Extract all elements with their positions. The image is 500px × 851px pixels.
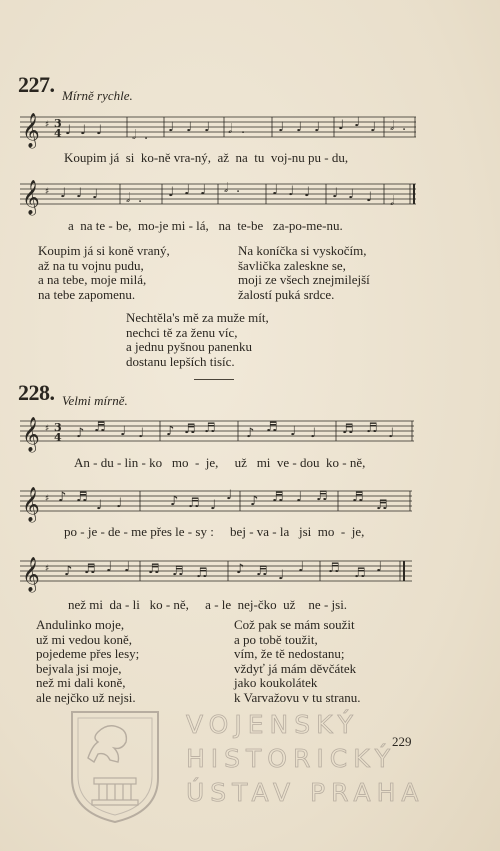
sharp-icon: ♯ bbox=[45, 187, 50, 197]
music-staff bbox=[20, 487, 412, 521]
svg-text:♩: ♩ bbox=[290, 424, 297, 439]
svg-text:♩: ♩ bbox=[92, 187, 99, 202]
lyric-line: než mi da - li ko - ně, a - le nej-čko už ne - jsi. bbox=[68, 597, 348, 612]
svg-text:♩: ♩ bbox=[210, 498, 217, 513]
time-sig-top: 3 bbox=[54, 421, 62, 434]
svg-text:𝅗𝅥: 𝅗𝅥 bbox=[126, 191, 131, 206]
svg-text:♩: ♩ bbox=[186, 120, 193, 135]
svg-text:♪: ♪ bbox=[236, 562, 245, 577]
sharp-icon: ♯ bbox=[45, 424, 50, 434]
svg-text:♩: ♩ bbox=[314, 120, 321, 135]
svg-text:♬: ♬ bbox=[366, 421, 378, 436]
svg-text:♩: ♩ bbox=[204, 120, 211, 135]
svg-text:♬: ♬ bbox=[196, 566, 208, 581]
svg-text:♬: ♬ bbox=[376, 498, 388, 513]
svg-text:♩: ♩ bbox=[288, 184, 295, 199]
svg-text:♩: ♩ bbox=[278, 120, 285, 135]
time-sig-bottom: 4 bbox=[54, 127, 62, 140]
svg-text:.: . bbox=[241, 122, 246, 137]
stanza: Nechtěla's mě za muže mít, nechci tě za ženu víc, a jednu pyšnou panenku dostanu lepších tisíc. bbox=[126, 310, 269, 369]
sharp-icon: ♯ bbox=[45, 494, 50, 504]
svg-text:♩: ♩ bbox=[272, 183, 279, 198]
svg-text:♩: ♩ bbox=[168, 120, 175, 135]
svg-text:♬: ♬ bbox=[76, 490, 88, 505]
svg-text:♩: ♩ bbox=[138, 426, 145, 441]
svg-text:♪: ♪ bbox=[246, 426, 255, 441]
svg-text:♩: ♩ bbox=[120, 424, 127, 439]
svg-text:♬: ♬ bbox=[188, 496, 200, 511]
svg-text:𝅗𝅥: 𝅗𝅥 bbox=[224, 181, 229, 196]
sharp-icon: ♯ bbox=[45, 564, 50, 574]
svg-text:.: . bbox=[144, 128, 149, 143]
svg-text:♪: ♪ bbox=[76, 426, 85, 441]
svg-text:♩: ♩ bbox=[348, 187, 355, 202]
svg-text:♬: ♬ bbox=[256, 564, 268, 579]
watermark-line: HISTORICKÝ bbox=[186, 744, 396, 773]
stanza: Andulinko moje, už mi vedou koně, pojedeme přes lesy; bejvala jsi moje, než mi dali koně, ale nejčko už nejsi. bbox=[36, 617, 140, 705]
svg-text:.: . bbox=[236, 181, 241, 196]
svg-text:♩: ♩ bbox=[298, 560, 305, 575]
svg-text:♩: ♩ bbox=[338, 118, 345, 133]
svg-text:♬: ♬ bbox=[354, 566, 366, 581]
lyric-line: An - du - lin - ko mo - je, už mi ve - dou ko - ně, bbox=[74, 455, 366, 470]
treble-clef-icon: 𝄞 bbox=[22, 180, 40, 215]
svg-text:♬: ♬ bbox=[328, 561, 340, 576]
svg-text:𝅗𝅥: 𝅗𝅥 bbox=[390, 194, 395, 209]
music-staff bbox=[20, 180, 416, 214]
watermark-line: VOJENSKÝ bbox=[186, 710, 359, 739]
svg-text:♩: ♩ bbox=[370, 120, 377, 135]
svg-text:♪: ♪ bbox=[250, 494, 259, 509]
svg-text:♩: ♩ bbox=[96, 498, 103, 513]
page-number: 229 bbox=[392, 734, 412, 749]
svg-text:♩: ♩ bbox=[278, 568, 285, 583]
stanza: Na koníčka si vyskočím, šavlička zaleskne se, moji ze všech znejmilejší žalostí puká srdce. bbox=[238, 243, 370, 302]
lyric-line: po - je - de - me přes le - sy : bej - va - la jsi mo - je, bbox=[64, 524, 365, 539]
svg-text:♩: ♩ bbox=[366, 190, 373, 205]
svg-text:♩: ♩ bbox=[310, 426, 317, 441]
svg-text:♪: ♪ bbox=[166, 424, 175, 439]
svg-text:♬: ♬ bbox=[148, 562, 160, 577]
svg-text:♩: ♩ bbox=[200, 183, 207, 198]
music-staff bbox=[20, 113, 416, 147]
svg-text:𝅗𝅥: 𝅗𝅥 bbox=[228, 122, 233, 137]
svg-text:♩: ♩ bbox=[184, 183, 191, 198]
svg-text:♬: ♬ bbox=[342, 422, 354, 437]
lyric-line: a na te - be, mo-je mi - lá, na te-be za-po-me-nu. bbox=[68, 218, 343, 233]
svg-text:♬: ♬ bbox=[204, 421, 216, 436]
svg-text:𝅗𝅥: 𝅗𝅥 bbox=[132, 128, 137, 143]
lion-shield-icon bbox=[68, 708, 162, 826]
treble-clef-icon: 𝄞 bbox=[22, 487, 40, 522]
tempo-marking: Velmi mírně. bbox=[62, 393, 128, 408]
watermark-line: ÚSTAV PRAHA bbox=[186, 778, 425, 807]
svg-text:♩: ♩ bbox=[76, 186, 83, 201]
svg-text:♬: ♬ bbox=[84, 562, 96, 577]
music-staff bbox=[20, 417, 414, 451]
svg-text:♬: ♬ bbox=[184, 422, 196, 437]
stanza: Koupim já si koně vraný, až na tu vojnu pudu, a na tebe, moje milá, na tebe zapomenu. bbox=[38, 243, 170, 302]
svg-text:♩: ♩ bbox=[226, 488, 233, 503]
svg-text:𝅗𝅥: 𝅗𝅥 bbox=[390, 119, 395, 134]
treble-clef-icon: 𝄞 bbox=[22, 113, 40, 148]
svg-text:♪: ♪ bbox=[64, 564, 73, 579]
sharp-icon: ♯ bbox=[45, 120, 50, 130]
time-sig-bottom: 4 bbox=[54, 431, 62, 444]
song-number: 228. bbox=[18, 380, 55, 405]
svg-text:♩: ♩ bbox=[354, 115, 361, 130]
svg-text:♩: ♩ bbox=[376, 560, 383, 575]
svg-text:♩: ♩ bbox=[80, 123, 87, 138]
svg-text:♪: ♪ bbox=[58, 490, 67, 505]
svg-text:♩: ♩ bbox=[296, 490, 303, 505]
svg-text:♩: ♩ bbox=[124, 560, 131, 575]
svg-text:♩: ♩ bbox=[296, 120, 303, 135]
svg-text:♬: ♬ bbox=[352, 490, 364, 505]
treble-clef-icon: 𝄞 bbox=[22, 417, 40, 452]
svg-text:♩: ♩ bbox=[332, 186, 339, 201]
svg-text:.: . bbox=[402, 119, 407, 134]
section-divider bbox=[194, 379, 234, 380]
svg-text:♩: ♩ bbox=[168, 185, 175, 200]
tempo-marking: Mírně rychle. bbox=[62, 88, 133, 103]
svg-text:♪: ♪ bbox=[170, 494, 179, 509]
time-sig-top: 3 bbox=[54, 117, 62, 130]
treble-clef-icon: 𝄞 bbox=[22, 557, 40, 592]
svg-text:♩: ♩ bbox=[106, 560, 113, 575]
svg-text:.: . bbox=[138, 191, 143, 206]
svg-text:♩: ♩ bbox=[304, 185, 311, 200]
song-number: 227. bbox=[18, 72, 55, 97]
stanza: Což pak se mám soužit a po tobě toužit, vím, že tě nedostanu; vždyť já mám děvčátek jako koukolátek k Varvažovu v tu stranu. bbox=[234, 617, 361, 705]
svg-text:♩: ♩ bbox=[388, 426, 395, 441]
svg-text:♬: ♬ bbox=[94, 420, 106, 435]
notes bbox=[65, 115, 415, 143]
svg-text:♩: ♩ bbox=[96, 123, 103, 138]
svg-text:♩: ♩ bbox=[116, 496, 123, 511]
svg-text:♩: ♩ bbox=[60, 186, 67, 201]
music-staff bbox=[20, 557, 412, 591]
svg-text:♩: ♩ bbox=[65, 123, 72, 138]
svg-text:♬: ♬ bbox=[266, 420, 278, 435]
lyric-line: Koupim já si ko-ně vra-ný, až na tu voj-nu pu - du, bbox=[64, 150, 349, 165]
svg-text:♬: ♬ bbox=[172, 564, 184, 579]
svg-text:♬: ♬ bbox=[316, 489, 328, 504]
svg-text:♬: ♬ bbox=[272, 490, 284, 505]
